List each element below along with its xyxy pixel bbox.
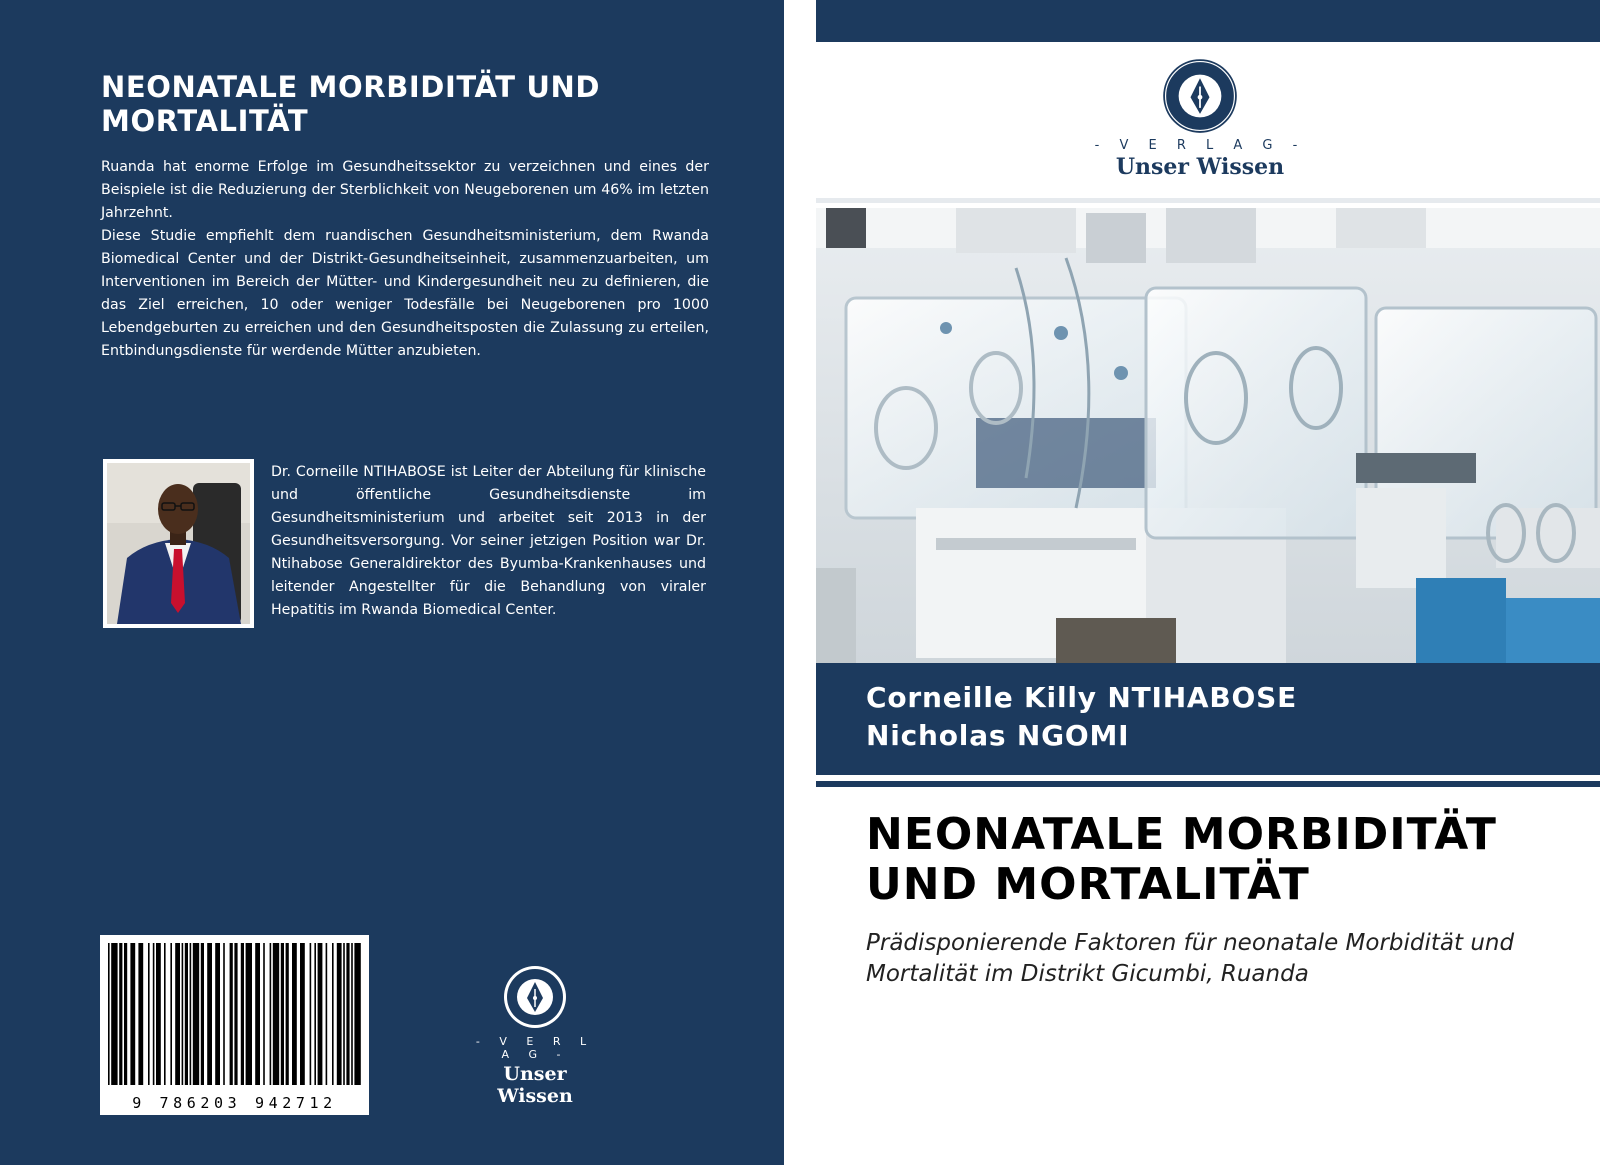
author-name-2: Nicholas NGOMI bbox=[866, 719, 1130, 752]
barcode-bar bbox=[124, 943, 127, 1085]
barcode-bar bbox=[130, 943, 135, 1085]
barcode-bar bbox=[148, 943, 150, 1085]
back-cover bbox=[0, 0, 784, 1165]
front-publisher-logo bbox=[1080, 58, 1320, 180]
barcode-bar bbox=[314, 943, 316, 1085]
author-photo bbox=[103, 459, 254, 628]
barcode-bar bbox=[292, 943, 297, 1085]
barcode-bar bbox=[255, 943, 260, 1085]
barcode-bar bbox=[138, 943, 143, 1085]
barcode-bar bbox=[223, 943, 225, 1085]
barcode-bar bbox=[201, 943, 204, 1085]
front-cover-title: NEONATALE MORBIDITÄT UND MORTALITÄT bbox=[866, 809, 1497, 910]
publisher-name: Unser Wissen bbox=[1115, 154, 1285, 180]
title-divider bbox=[816, 781, 1600, 787]
barcode-bar bbox=[354, 943, 360, 1085]
back-cover-blurb bbox=[101, 156, 709, 363]
isbn-digits: 9 786203 942712 bbox=[132, 1094, 337, 1112]
front-cover-subtitle: Prädisponierende Faktoren für neonatale Morbidität und Mortalität im Distrikt Gicumbi, Ruanda bbox=[866, 930, 1515, 987]
barcode-bar bbox=[175, 943, 180, 1085]
author-name-1: Corneille Killy NTIHABOSE bbox=[866, 681, 1298, 714]
author-bio: Dr. Corneille NTIHABOSE ist Leiter der Abteilung für klinische und öffentliche Gesundheitsdienste im Gesundheitsministerium und arbeitet seit 2013 in der Gesundheitsversorgung. Vor seiner jetzigen Position war Dr. Ntihabose Generaldirektor des Byumba-Krankenhauses und leitender Angestellter für die Behandlung von viraler Hepatitis im Rwanda Biomedical Center. bbox=[271, 464, 706, 618]
back-cover-title: NEONATALE MORBIDITÄT UND MORTALITÄT bbox=[101, 70, 601, 138]
barcode-bar bbox=[193, 943, 199, 1085]
back-publisher-logo bbox=[465, 965, 605, 1107]
barcode-bar bbox=[108, 943, 110, 1085]
photo-top-rule bbox=[816, 198, 1600, 203]
barcode-bar bbox=[337, 943, 342, 1085]
barcode-bar bbox=[182, 943, 184, 1085]
barcode-bar bbox=[346, 943, 349, 1085]
front-top-bar bbox=[816, 0, 1600, 42]
barcode-bar bbox=[207, 943, 212, 1085]
publisher-emblem-icon bbox=[1162, 58, 1238, 134]
barcode-bar bbox=[164, 943, 166, 1085]
barcode-bar bbox=[286, 943, 289, 1085]
spine bbox=[784, 0, 816, 1165]
authors-band bbox=[816, 663, 1600, 775]
barcode-bar bbox=[332, 943, 334, 1085]
barcode-bar bbox=[343, 943, 345, 1085]
barcode-bar bbox=[263, 943, 265, 1085]
barcode-bar bbox=[119, 943, 122, 1085]
barcode-bar bbox=[190, 943, 192, 1085]
barcode-bar bbox=[310, 943, 312, 1085]
barcode-bar bbox=[246, 943, 252, 1085]
barcode-bar bbox=[215, 943, 220, 1085]
barcode-bar bbox=[230, 943, 233, 1085]
cover-photo-incubators bbox=[816, 208, 1600, 663]
publisher-name: Unser Wissen bbox=[497, 1063, 573, 1107]
verlag-label: - V E R L A G - bbox=[475, 1035, 595, 1061]
verlag-label: - V E R L A G - bbox=[1094, 138, 1306, 153]
barcode-bar bbox=[318, 943, 323, 1085]
barcode-bar bbox=[234, 943, 237, 1085]
blurb-paragraph-1: Ruanda hat enorme Erfolge im Gesundheitssektor zu verzeichnen und eines der Beispiele ist die Reduzierung der Sterblichkeit von Neugeborenen um 46% im letzten Jahrzehnt. bbox=[101, 159, 709, 221]
barcode-bar bbox=[300, 943, 305, 1085]
barcode-bar bbox=[111, 943, 117, 1085]
barcode-bar bbox=[270, 943, 272, 1085]
barcode-bar bbox=[153, 943, 155, 1085]
barcode-bar bbox=[170, 943, 172, 1085]
publisher-emblem-icon bbox=[503, 965, 567, 1029]
barcode-bar bbox=[185, 943, 188, 1085]
barcode-bar bbox=[273, 943, 279, 1085]
barcode-bar bbox=[241, 943, 244, 1085]
barcode-bar bbox=[326, 943, 328, 1085]
isbn-barcode bbox=[100, 935, 369, 1115]
barcode-bar bbox=[281, 943, 284, 1085]
barcode-bar bbox=[351, 943, 353, 1085]
barcode-bar bbox=[156, 943, 161, 1085]
blurb-paragraph-2: Diese Studie empfiehlt dem ruandischen Gesundheitsministerium, dem Rwanda Biomedical Center und der Distrikt-Gesundheitseinheit, zusammenzuarbeiten, um Interventionen im Bereich der Mütter- und Kindergesundheit neu zu definieren, die das Ziel erreichen, 10 oder weniger Todesfälle bei Neugeborenen pro 1000 Lebendgeburten zu erreichen und den Gesundheitsposten die Zulassung zu erteilen, Entbindungsdienste für werdende Mütter anzubieten. bbox=[101, 228, 709, 359]
